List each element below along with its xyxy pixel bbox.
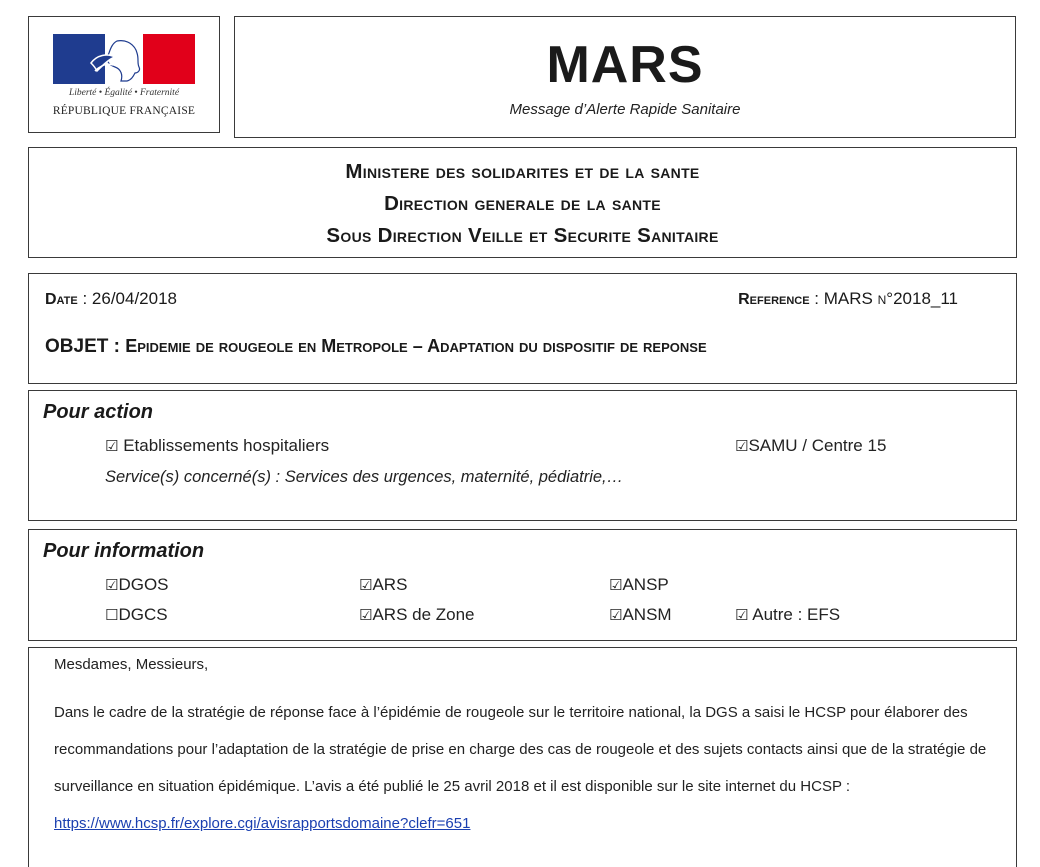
checked-box-icon: ☑ [609,576,623,594]
checkbox-label: ARS de Zone [372,605,475,624]
pour-information-title: Pour information [43,540,205,562]
checkbox-dgcs[interactable] [105,605,168,625]
letter-body-text: Dans le cadre de la stratégie de réponse face à l’épidémie de rougeole sur le territoire national, la DGS a saisi le HCSP pour élaborer des recommandations pour l’adaptation de la stratégie de prise en charge des cas de rougeole et des sujets contacts ainsi que de la stratégie de surveillance en situation épidémique. L’avis a été publié le 25 avril 2018 et il est disponible sur le site internet du HCSP : [54,704,987,795]
checkbox-label: SAMU / Centre 15 [748,436,887,455]
pour-information-box [28,529,1017,641]
checked-box-icon: ☑ [105,437,119,455]
letter-box [28,647,1017,867]
document-title: MARS [546,36,704,94]
letter-body [54,694,994,842]
reference-number-prefix: n° [877,289,894,308]
checked-box-icon: ☑ [735,437,749,455]
mars-title-box [234,16,1016,138]
checkbox-etablissements[interactable] [105,436,329,456]
pour-action-box [28,390,1017,521]
marianne-profile-icon [87,37,157,83]
checkbox-ansp[interactable] [609,575,669,595]
checkbox-samu[interactable] [735,436,886,456]
checkbox-ars-de-zone[interactable] [359,605,475,625]
date-field: Date : 26/04/2018 [45,289,178,308]
checkbox-label: ARS [372,575,408,594]
checkbox-ars[interactable] [359,575,407,595]
document-subtitle: Message d’Alerte Rapide Sanitaire [509,101,741,118]
checkbox-label: Etablissements hospitaliers [123,436,330,455]
checked-box-icon: ☑ [105,576,119,594]
checkbox-label: ANSP [622,575,669,594]
reference-label: Reference [738,291,810,308]
date-label: Date [45,291,78,308]
marianne-flag-logo [53,34,195,84]
checkbox-label: ANSM [622,605,672,624]
object-line: OBJET : Epidemie de rougeole en Metropole – Adaptation du dispositif de reponse [45,336,707,357]
ministry-line: Ministere des solidarites et de la sante [345,160,700,183]
republic-logo-box [28,16,220,133]
checkbox-dgos[interactable] [105,575,169,595]
reference-number: 2018_11 [893,289,958,308]
reference-field: Reference : MARS n°2018_11 [738,289,958,308]
checkbox-ansm[interactable] [609,605,672,625]
ministry-box [28,147,1017,258]
pour-action-title: Pour action [43,401,154,423]
checked-box-icon: ☑ [609,606,623,624]
checkbox-label: Autre : EFS [752,605,841,624]
checked-box-icon: ☑ [735,606,749,624]
date-reference-box [28,273,1017,384]
direction-line: Direction generale de la sante [384,192,661,215]
object-label: OBJET [45,336,109,357]
object-text: Epidemie de rougeole en Metropole – Adaptation du dispositif de reponse [125,336,707,356]
republic-name: RÉPUBLIQUE FRANÇAISE [52,105,196,117]
sub-direction-line: Sous Direction Veille et Securite Sanitaire [326,224,719,247]
hcsp-link[interactable]: https://www.hcsp.fr/explore.cgi/avisrapportsdomaine?clefr=651 [54,815,471,832]
checked-box-icon: ☑ [359,576,373,594]
services-concerned: Service(s) concerné(s) : Services des urgences, maternité, pédiatrie,… [105,468,624,486]
checked-box-icon: ☑ [359,606,373,624]
checkbox-label: DGOS [118,575,169,594]
salutation: Mesdames, Messieurs, [54,656,209,673]
checkbox-label: DGCS [118,605,168,624]
checkbox-autre[interactable] [735,605,840,625]
reference-value: MARS [823,289,873,308]
republic-motto: Liberté • Égalité • Fraternité [68,88,180,98]
unchecked-box-icon: ☐ [105,606,119,624]
date-value: 26/04/2018 [91,289,178,308]
